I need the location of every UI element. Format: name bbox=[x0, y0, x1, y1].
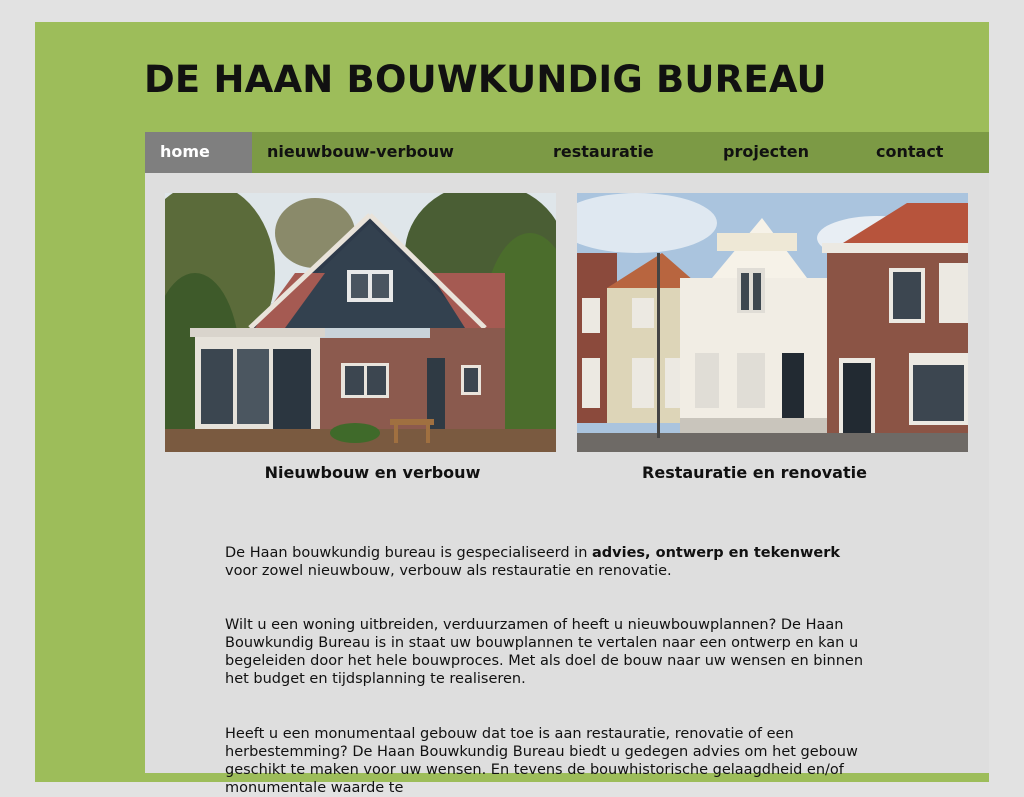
nieuwbouw-paragraph: Wilt u een woning uitbreiden, verduurzamen of heeft u nieuwbouwplannen? De Haan Bouwkundig Bureau is in staat uw bouwplannen te vertalen naar een ontwerp en kan u begeleiden door het hele bouwproces. Met als doel de bouw naar uw wensen en binnen het budget en tijdsplanning te realiseren. bbox=[225, 617, 864, 687]
nav-nieuwbouw-verbouw[interactable]: nieuwbouw-verbouw bbox=[267, 142, 454, 161]
intro-paragraph bbox=[225, 544, 875, 580]
main-nav bbox=[145, 132, 989, 173]
caption-nieuwbouw[interactable]: Nieuwbouw en verbouw bbox=[264, 463, 481, 482]
site-title[interactable]: DE HAAN BOUWKUNDIG BUREAU bbox=[144, 58, 827, 101]
nav-restauratie[interactable]: restauratie bbox=[553, 142, 654, 161]
nav-projecten[interactable]: projecten bbox=[723, 142, 810, 161]
intro-text-start: De Haan bouwkundig bureau is gespecialiseerd in bbox=[225, 545, 592, 561]
intro-highlight: advies, ontwerp en tekenwerk bbox=[592, 545, 841, 561]
nav-contact[interactable]: contact bbox=[876, 142, 944, 161]
photo-restauratie[interactable] bbox=[577, 193, 968, 452]
restauratie-paragraph: Heeft u een monumentaal gebouw dat toe is aan restauratie, renovatie of een herbestemming? De Haan Bouwkundig Bureau biedt u gedegen advies om het gebouw geschikt te maken voor uw wensen. En tevens de bouwhistorische gelaagdheid en/of monumentale waarde te bbox=[225, 726, 858, 796]
photo-nieuwbouw[interactable] bbox=[165, 193, 556, 452]
intro-text-end: voor zowel nieuwbouw, verbouw als restauratie en renovatie. bbox=[225, 563, 672, 579]
main-content bbox=[145, 173, 989, 796]
caption-restauratie[interactable]: Restauratie en renovatie bbox=[642, 463, 867, 482]
nav-home[interactable]: home bbox=[145, 132, 252, 173]
